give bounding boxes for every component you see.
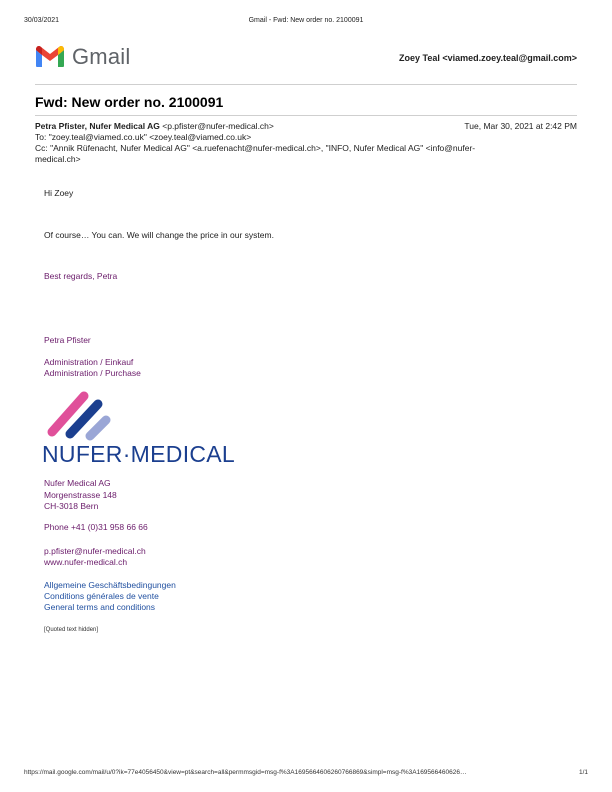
account-email: Zoey Teal <viamed.zoey.teal@gmail.com> — [398, 53, 577, 63]
terms-link-de[interactable]: Allgemeine Geschäftsbedingungen — [44, 580, 176, 590]
signature-website-link[interactable]: www.nufer-medical.ch — [44, 557, 128, 567]
message-from — [35, 121, 274, 131]
signature-role-de: Administration / Einkauf — [44, 357, 134, 367]
divider — [35, 115, 577, 116]
sender-email: <p.pfister@nufer-medical.ch> — [162, 121, 274, 131]
divider — [35, 84, 577, 85]
message-date: Tue, Mar 30, 2021 at 2:42 PM — [464, 121, 577, 131]
print-page-title: Gmail - Fwd: New order no. 2100091 — [248, 17, 364, 24]
signature-street: Morgenstrasse 148 — [44, 490, 117, 500]
nufer-medical-logo-icon — [44, 388, 116, 444]
message-text: Of course… You can. We will change the price in our system. — [44, 230, 274, 240]
gmail-brand: Gmail — [72, 44, 131, 69]
message-cc-line-1: Cc: "Annik Rüfenacht, Nufer Medical AG" <a.ruefenacht@nufer-medical.ch>, "INFO, Nufer Medical AG" <info@nufer- — [35, 143, 476, 153]
nufer-medical-logo-text: NUFER·MEDICAL — [42, 441, 236, 467]
signature-email-link[interactable]: p.pfister@nufer-medical.ch — [44, 546, 146, 556]
signature-phone: Phone +41 (0)31 958 66 66 — [44, 522, 148, 532]
print-page-number: 1/1 — [578, 769, 588, 776]
message-to: To: "zoey.teal@viamed.co.uk" <zoey.teal@viamed.co.uk> — [35, 132, 252, 142]
message-cc-line-2: medical.ch> — [35, 154, 81, 164]
message-closing: Best regards, Petra — [44, 271, 118, 281]
signature-role-en: Administration / Purchase — [44, 368, 141, 378]
quoted-text-hidden[interactable]: [Quoted text hidden] — [44, 627, 99, 633]
gmail-logo-icon — [35, 44, 65, 68]
message-subject: Fwd: New order no. 2100091 — [35, 94, 224, 110]
message-greeting: Hi Zoey — [44, 188, 74, 198]
print-url: https://mail.google.com/mail/u/0?ik=77e4056450&view=pt&search=all&permmsgid=msg-f%3A1695664606260766869&simpl=msg-f%3A169566460626… — [24, 769, 467, 776]
terms-link-en[interactable]: General terms and conditions — [44, 602, 156, 612]
sender-name: Petra Pfister, Nufer Medical AG — [35, 121, 160, 131]
terms-link-fr[interactable]: Conditions générales de vente — [44, 591, 159, 601]
signature-company: Nufer Medical AG — [44, 478, 111, 488]
signature-name: Petra Pfister — [44, 335, 91, 345]
print-date: 30/03/2021 — [24, 17, 60, 24]
signature-city: CH-3018 Bern — [44, 501, 99, 511]
